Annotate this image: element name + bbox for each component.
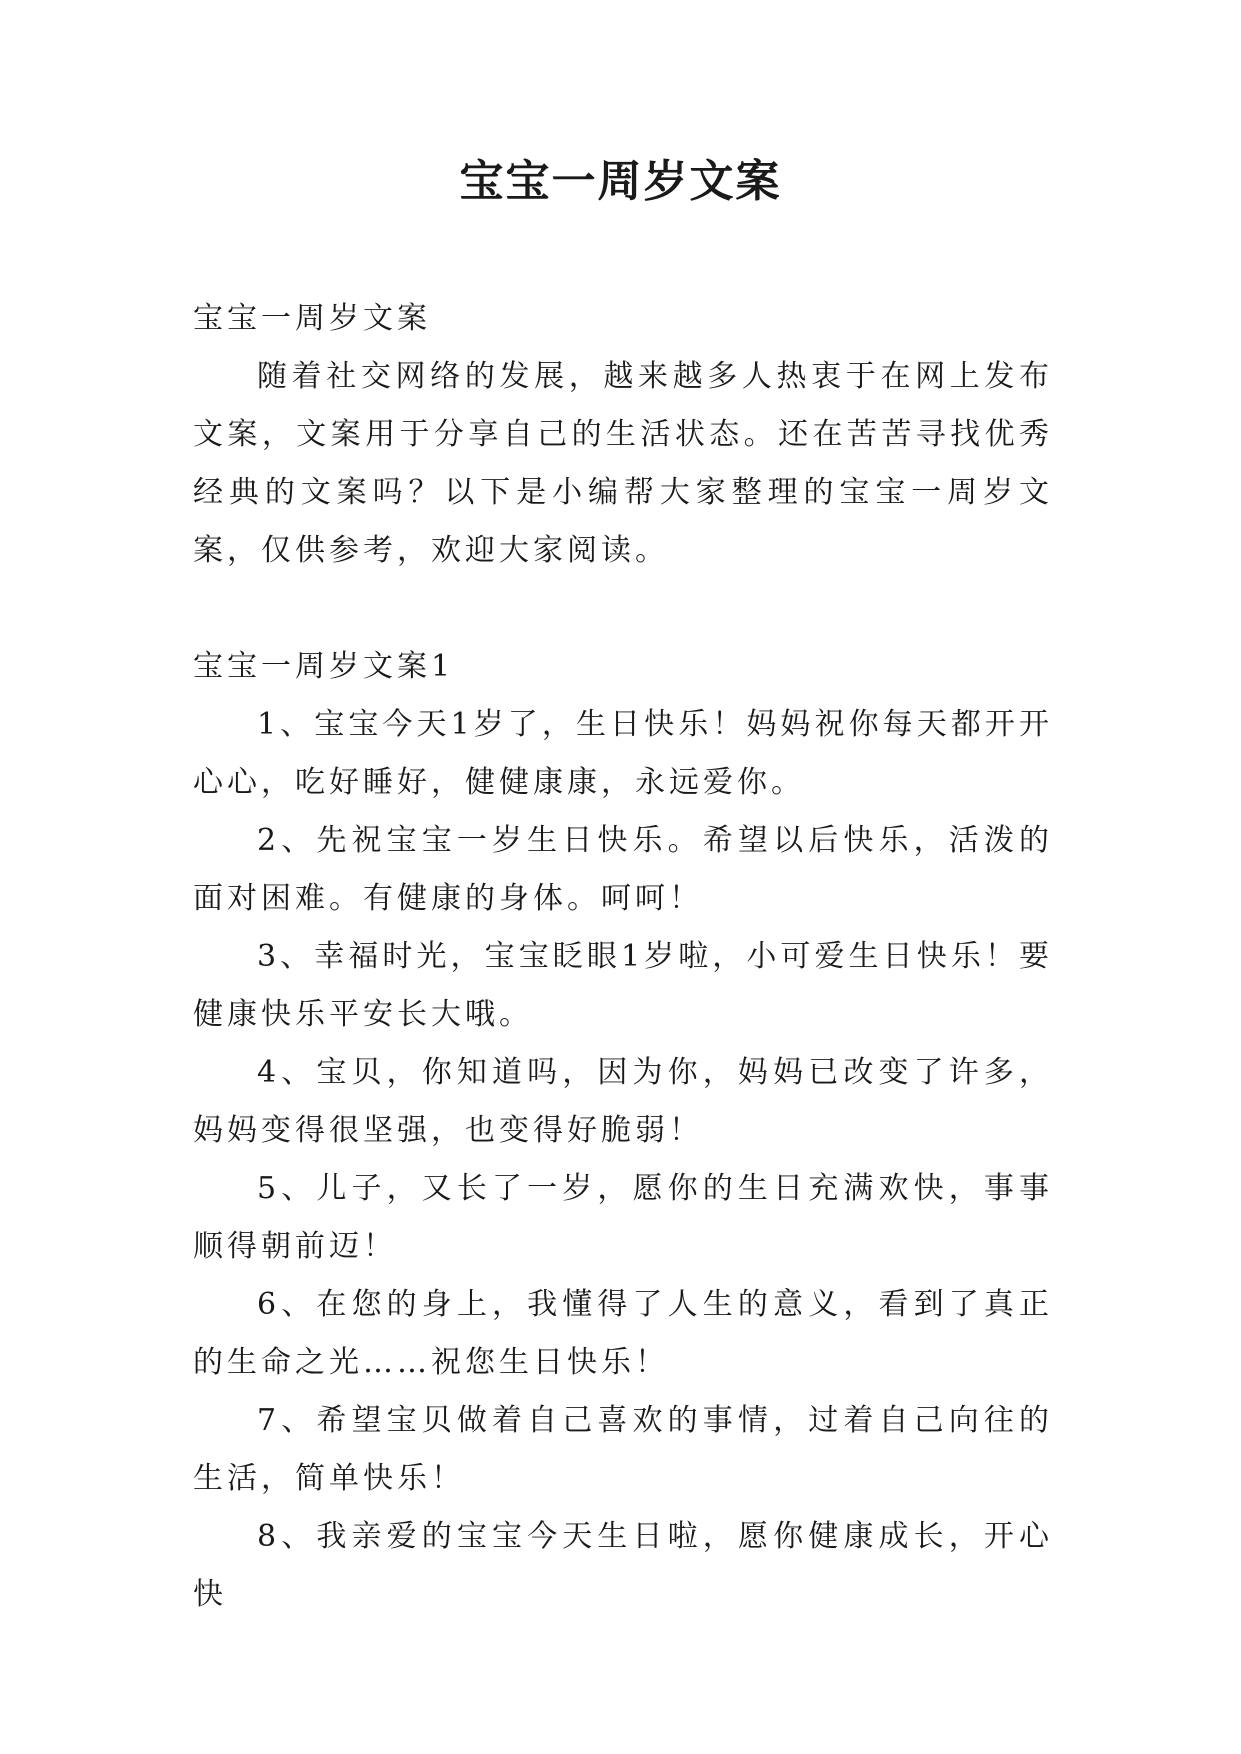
- list-item: 5、儿子，又长了一岁，愿你的生日充满欢快，事事顺得朝前迈！: [193, 1171, 1053, 1264]
- document-title: 宝宝一周岁文案: [459, 156, 782, 207]
- section-heading: 宝宝一周岁文案1: [193, 649, 455, 684]
- list-item: 4、宝贝，你知道吗，因为你，妈妈已改变了许多，妈妈变得很坚强，也变得好脆弱！: [193, 1055, 1053, 1148]
- list-item: 8、我亲爱的宝宝今天生日啦，愿你健康成长，开心快: [193, 1519, 1053, 1612]
- list-item: 7、希望宝贝做着自己喜欢的事情，过着自己向往的生活，简单快乐！: [193, 1403, 1053, 1496]
- list-item: 1、宝宝今天1岁了，生日快乐！妈妈祝你每天都开开心心，吃好睡好，健健康康，永远爱你。: [193, 707, 1053, 800]
- list-item: 3、幸福时光，宝宝眨眼1岁啦，小可爱生日快乐！要健康快乐平安长大哦。: [193, 939, 1053, 1032]
- list-item: 6、在您的身上，我懂得了人生的意义，看到了真正的生命之光……祝您生日快乐！: [193, 1287, 1053, 1380]
- paragraph-spacer: [193, 580, 1053, 638]
- intro-paragraph: 随着社交网络的发展，越来越多人热衷于在网上发布文案，文案用于分享自己的生活状态。还在苦苦寻找优秀经典的文案吗？以下是小编帮大家整理的宝宝一周岁文案，仅供参考，欢迎大家阅读。: [193, 359, 1053, 568]
- intro-heading: 宝宝一周岁文案: [193, 301, 431, 336]
- list-item: 2、先祝宝宝一岁生日快乐。希望以后快乐，活泼的面对困难。有健康的身体。呵呵！: [193, 823, 1053, 916]
- document-body: [193, 290, 1053, 1624]
